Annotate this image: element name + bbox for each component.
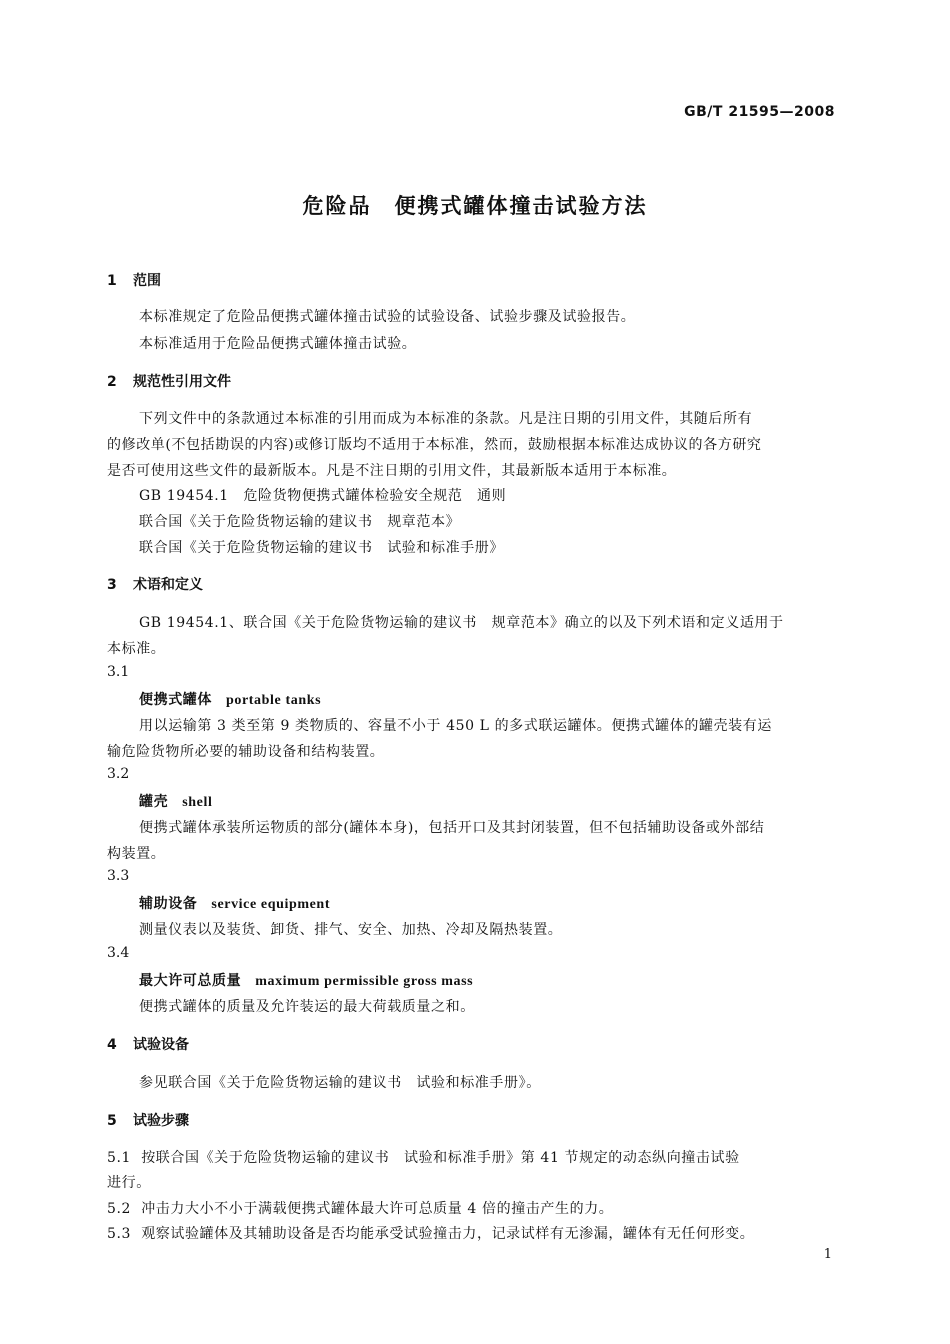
section-number: 2 bbox=[107, 374, 117, 390]
definition-line: 测量仪表以及装货、卸货、排气、安全、加热、冷却及隔热装置。 bbox=[139, 922, 563, 938]
step-line bbox=[107, 1223, 754, 1243]
step-text: 按联合国《关于危险货物运输的建议书 试验和标准手册》第 41 节规定的动态纵向撞击试验 bbox=[141, 1150, 740, 1166]
step-line: 进行。 bbox=[107, 1175, 151, 1191]
step-number: 5.3 bbox=[107, 1226, 132, 1242]
section-title: 试验设备 bbox=[133, 1037, 189, 1053]
term-cn: 辅助设备 bbox=[139, 896, 198, 912]
paragraph: 本标准适用于危险品便携式罐体撞击试验。 bbox=[139, 336, 417, 352]
section-3-heading bbox=[107, 574, 203, 594]
reference-item: 联合国《关于危险货物运输的建议书 试验和标准手册》 bbox=[139, 540, 504, 556]
section-1-heading bbox=[107, 270, 161, 290]
paragraph-line: 下列文件中的条款通过本标准的引用而成为本标准的条款。凡是注日期的引用文件，其随后所有 bbox=[139, 411, 753, 427]
term-title bbox=[139, 893, 330, 913]
paragraph: 本标准规定了危险品便携式罐体撞击试验的试验设备、试验步骤及试验报告。 bbox=[139, 309, 636, 325]
paragraph-line: 本标准。 bbox=[107, 641, 166, 657]
paragraph-line: 的修改单(不包括勘误的内容)或修订版均不适用于本标准，然而，鼓励根据本标准达成协议的各方研究 bbox=[107, 437, 762, 453]
term-cn: 便携式罐体 bbox=[139, 692, 212, 708]
section-number: 4 bbox=[107, 1037, 117, 1053]
term-en: shell bbox=[182, 795, 213, 810]
section-number: 1 bbox=[107, 273, 117, 289]
paragraph-line: GB 19454.1、联合国《关于危险货物运输的建议书 规章范本》确立的以及下列术语和定义适用于 bbox=[139, 615, 784, 631]
section-2-heading bbox=[107, 371, 231, 391]
term-en: service equipment bbox=[211, 897, 331, 912]
definition-line: 用以运输第 3 类至第 9 类物质的、容量不小于 450 L 的多式联运罐体。便携式罐体的罐壳装有运 bbox=[139, 718, 772, 734]
paragraph-line: 是否可使用这些文件的最新版本。凡是不注日期的引用文件，其最新版本适用于本标准。 bbox=[107, 463, 677, 479]
section-number: 3 bbox=[107, 577, 117, 593]
section-5-heading bbox=[107, 1110, 189, 1130]
section-title: 范围 bbox=[133, 273, 161, 289]
term-title bbox=[139, 791, 212, 811]
term-number: 3.1 bbox=[107, 664, 130, 680]
term-number: 3.2 bbox=[107, 766, 130, 782]
reference-item: 联合国《关于危险货物运输的建议书 规章范本》 bbox=[139, 514, 461, 530]
term-en: portable tanks bbox=[226, 693, 322, 708]
step-number: 5.1 bbox=[107, 1150, 132, 1166]
term-cn: 罐壳 bbox=[139, 794, 169, 810]
step-line bbox=[107, 1198, 613, 1218]
section-number: 5 bbox=[107, 1113, 117, 1129]
step-text: 冲击力大小不小于满载便携式罐体最大许可总质量 4 倍的撞击产生的力。 bbox=[141, 1201, 614, 1217]
section-4-heading bbox=[107, 1034, 189, 1054]
definition-line: 便携式罐体承装所运物质的部分(罐体本身)，包括开口及其封闭装置，但不包括辅助设备或外部结 bbox=[139, 820, 765, 836]
section-title: 术语和定义 bbox=[133, 577, 203, 593]
section-title: 试验步骤 bbox=[133, 1113, 189, 1129]
term-number: 3.4 bbox=[107, 945, 130, 961]
term-en: maximum permissible gross mass bbox=[255, 974, 474, 989]
term-number: 3.3 bbox=[107, 868, 130, 884]
step-line bbox=[107, 1147, 740, 1167]
document-title: 危险品 便携式罐体撞击试验方法 bbox=[302, 194, 648, 218]
page-number: 1 bbox=[823, 1247, 832, 1262]
term-title bbox=[139, 970, 473, 990]
step-number: 5.2 bbox=[107, 1201, 132, 1217]
standard-number: GB/T 21595—2008 bbox=[684, 104, 835, 120]
definition-line: 输危险货物所必要的辅助设备和结构装置。 bbox=[107, 744, 385, 760]
reference-item: GB 19454.1 危险货物便携式罐体检验安全规范 通则 bbox=[139, 488, 507, 504]
step-text: 观察试验罐体及其辅助设备是否均能承受试验撞击力，记录试样有无渗漏，罐体有无任何形变。 bbox=[141, 1226, 755, 1242]
definition-line: 便携式罐体的质量及允许装运的最大荷载质量之和。 bbox=[139, 999, 475, 1015]
paragraph: 参见联合国《关于危险货物运输的建议书 试验和标准手册》。 bbox=[139, 1075, 541, 1091]
section-title: 规范性引用文件 bbox=[133, 374, 231, 390]
term-title bbox=[139, 689, 321, 709]
term-cn: 最大许可总质量 bbox=[139, 973, 242, 989]
definition-line: 构装置。 bbox=[107, 846, 166, 862]
